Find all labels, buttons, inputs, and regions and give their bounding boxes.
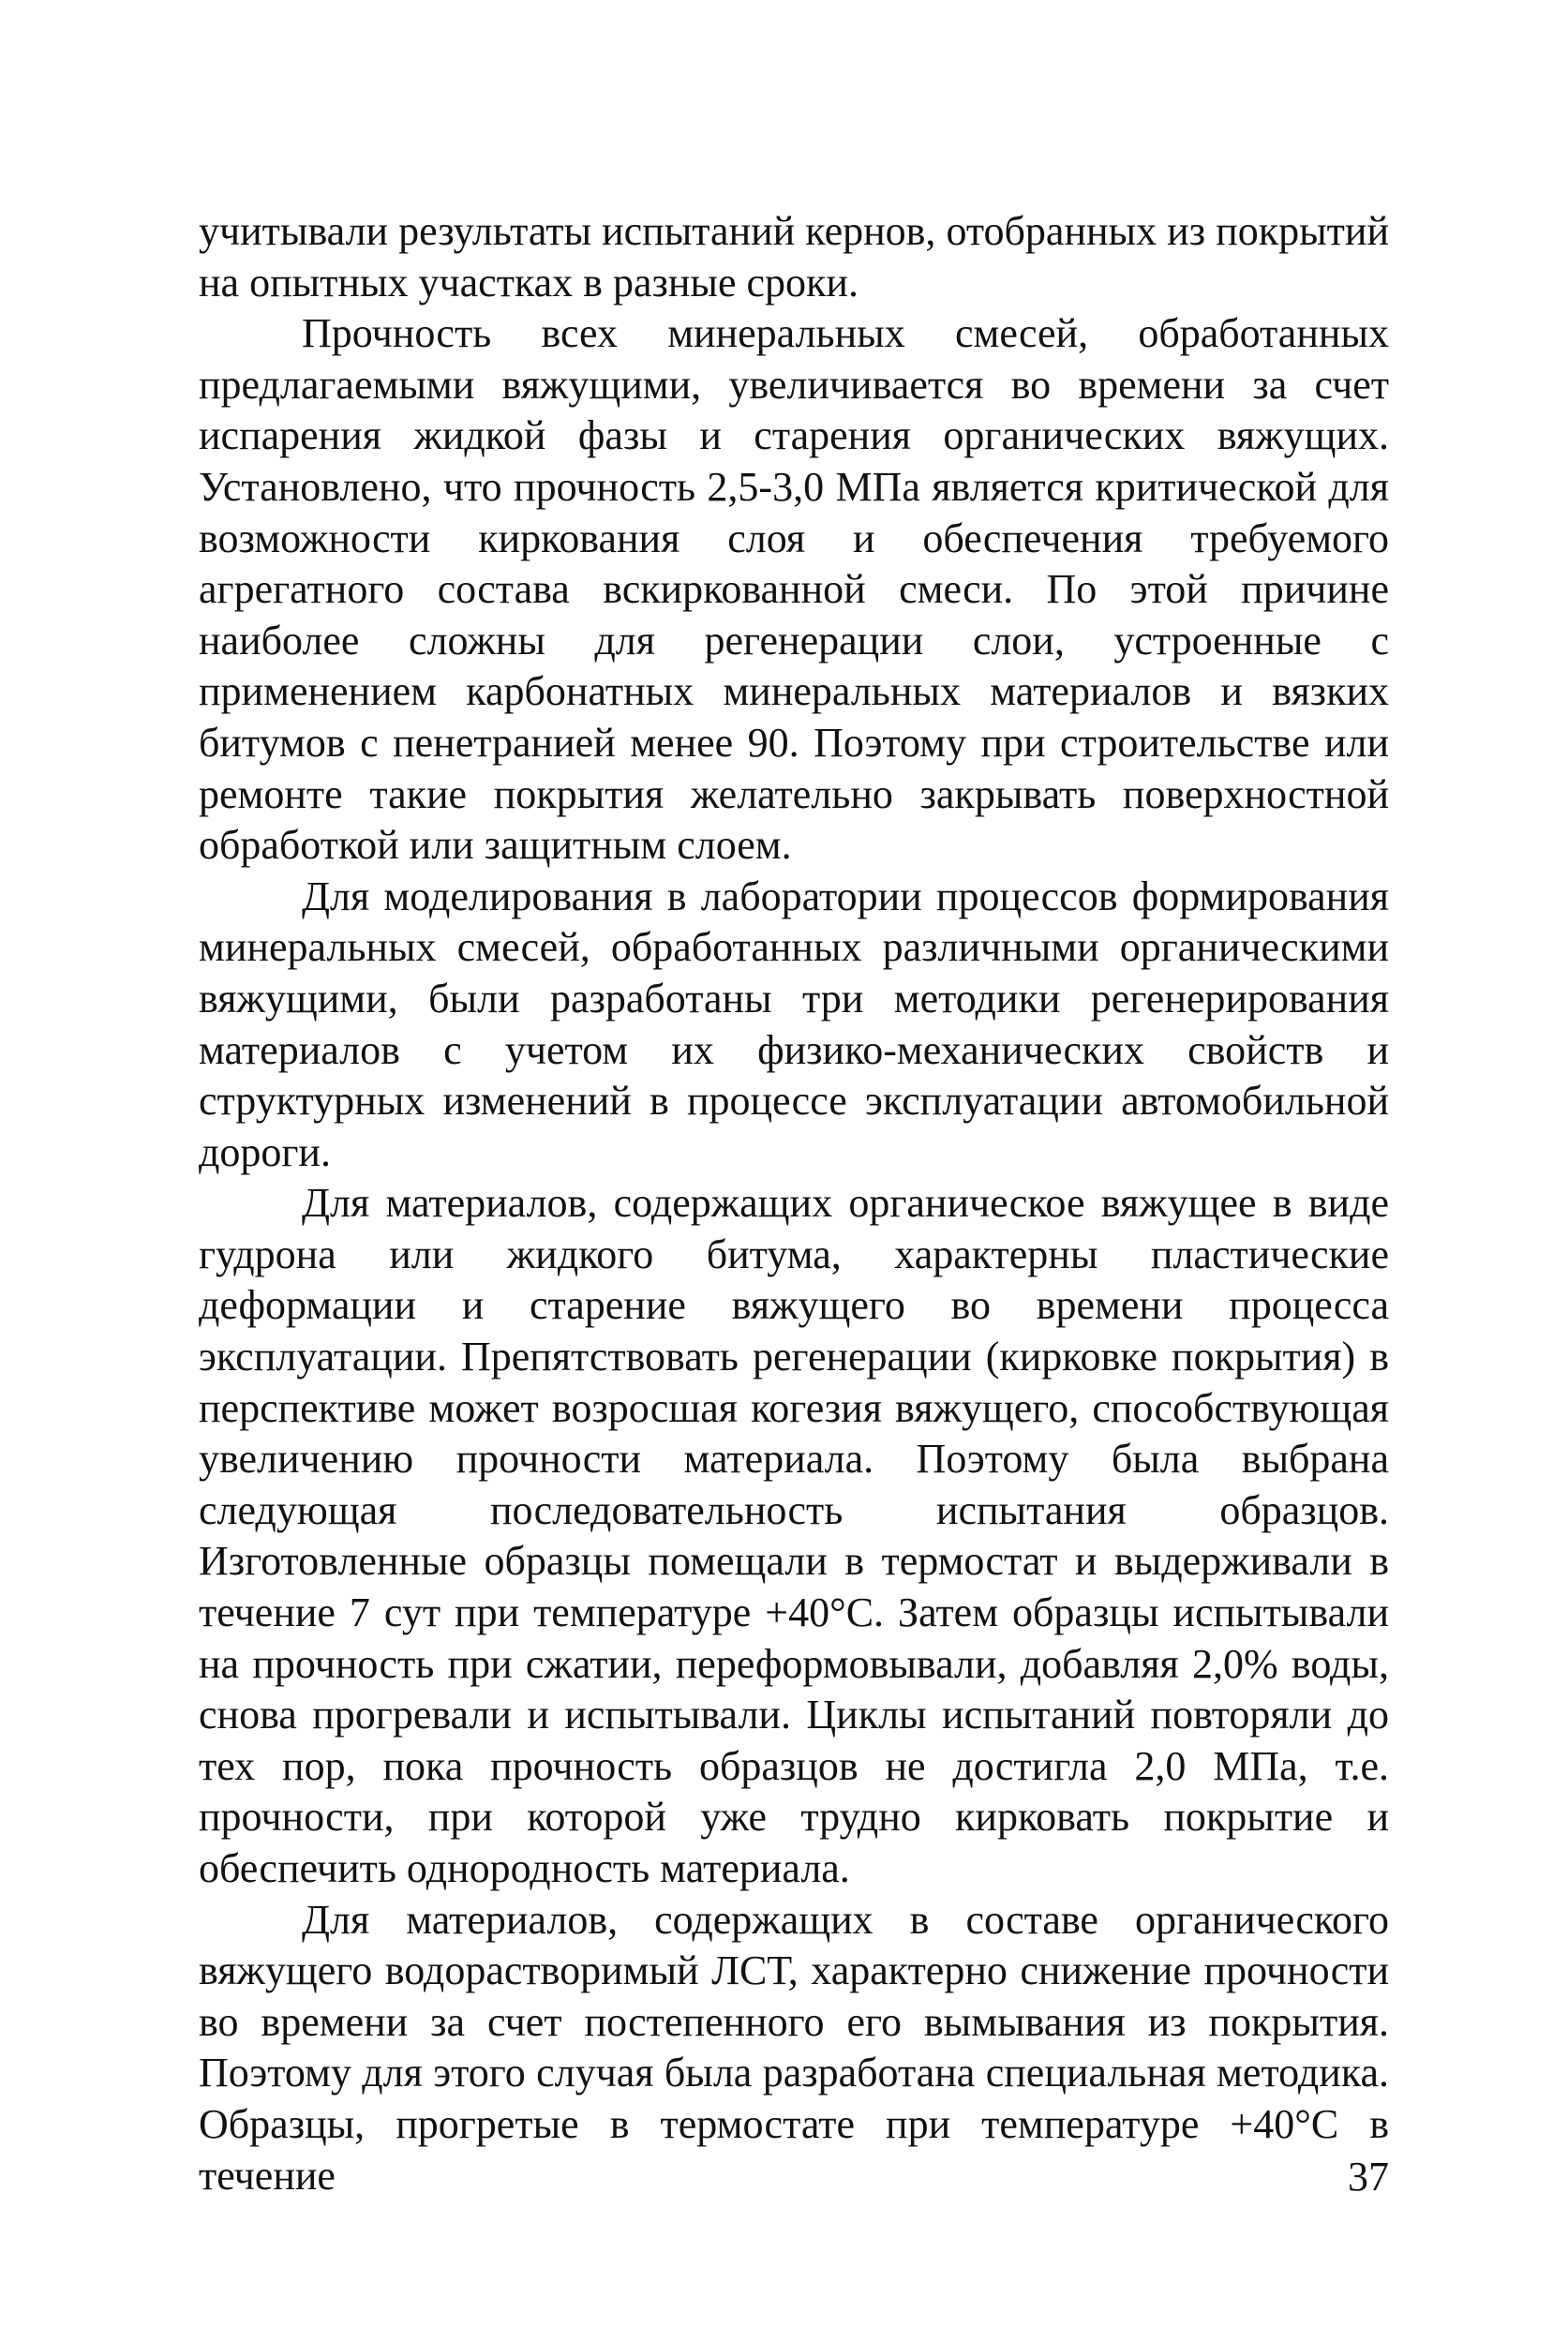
paragraph-5: Для материалов, содержащих в составе органического вяжущего водорастворимый ЛСТ, характерно снижение прочности во времени за счет постепенного его вымывания из покрытия. Поэтому для этого случая была разработана специальная методика. Образцы, прогретые в термостате при температуре +40°С в течение — [199, 1896, 1389, 2199]
paragraph-4: Для материалов, содержащих органическое вяжущее в виде гудрона или жидкого битума, характерны пластические деформации и старение вяжущего во времени процесса эксплуатации. Препятствовать регенерации (кирковке покрытия) в перспективе может возросшая когезия вяжущего, способствующая увеличению прочности материала. Поэтому была выбрана следующая последовательность испытания образцов. Изготовленные образцы помещали в термостат и выдерживали в течение 7 сут при температуре +40°С. Затем образцы испытывали на прочность при сжатии, переформовывали, добавляя 2,0% воды, снова прогревали и испытывали. Циклы испытаний повторяли до тех пор, пока прочность образцов не достигла 2,0 МПа, т.е. прочности, при которой уже трудно кирковать покрытие и обеспечить однородность материала. — [199, 1180, 1389, 1891]
paragraph-3: Для моделирования в лаборатории процессов формирования минеральных смесей, обработанных различными органическими вяжущими, были разработаны три методики регенерирования материалов с учетом их физико-механических свойств и структурных изменений в процессе эксплуатации автомобильной дороги. — [199, 873, 1389, 1175]
document-page — [199, 206, 1389, 2287]
page-number: 37 — [1348, 2154, 1389, 2200]
paragraph-2: Прочность всех минеральных смесей, обработанных предлагаемыми вяжущими, увеличивается во времени за счет испарения жидкой фазы и старения органических вяжущих. Установлено, что прочность 2,5-3,0 МПа является критической для возможности киркования слоя и обеспечения требуемого агрегатного состава вскиркованной смеси. По этой причине наиболее сложны для регенерации слои, устроенные с применением карбонатных минеральных материалов и вязких битумов с пенетранией менее 90. Поэтому при строительстве или ремонте такие покрытия желательно закрывать поверхностной обработкой или защитным слоем. — [199, 310, 1389, 869]
paragraph-1: учитывали результаты испытаний кернов, отобранных из покрытий на опытных участках в разные сроки. — [199, 208, 1389, 306]
